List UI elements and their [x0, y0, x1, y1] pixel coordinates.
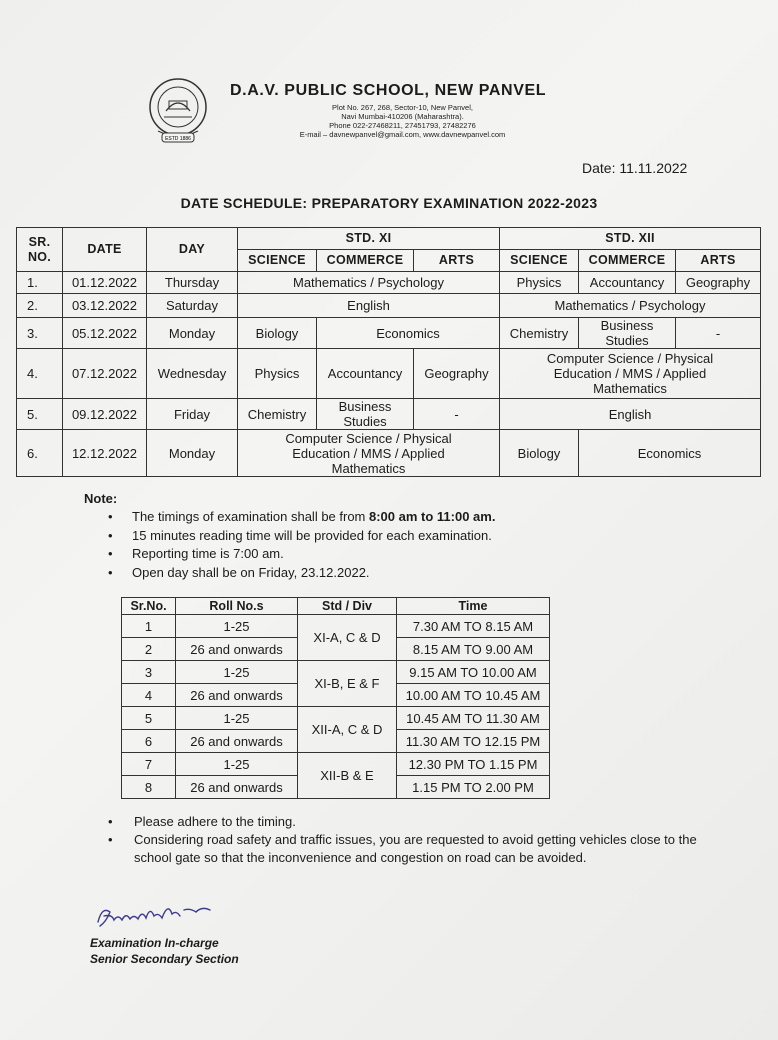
cell-xii-commerce: Accountancy: [579, 272, 676, 294]
cell-xi-science: Chemistry: [238, 399, 317, 430]
cell-xii-arts: Geography: [676, 272, 761, 294]
address-line-2: Navi Mumbai-410206 (Maharashtra).: [341, 112, 464, 121]
roll-timing-table: [121, 597, 550, 799]
cell-date: 01.12.2022: [63, 272, 147, 294]
cell-xi-science: Physics: [238, 349, 317, 399]
cell-day: Thursday: [147, 272, 238, 294]
cell-roll: 1-25: [176, 707, 298, 730]
header-time: Time: [397, 598, 550, 615]
cell-xi-subject: Computer Science / Physical Education / MMS / Applied Mathematics: [238, 430, 500, 477]
cell-xii-science: Biology: [500, 430, 579, 477]
cell-xi-subject: Mathematics / Psychology: [238, 272, 500, 294]
header-roll-no: Roll No.s: [176, 598, 298, 615]
cell-xii-science: Physics: [500, 272, 579, 294]
school-logo: [140, 75, 216, 147]
cell-date: 12.12.2022: [63, 430, 147, 477]
header-xii-science: SCIENCE: [500, 250, 579, 272]
cell-sr: 5: [122, 707, 176, 730]
header-std-div: Std / Div: [298, 598, 397, 615]
list-item: • Considering road safety and traffic issues, you are requested to avoid getting vehicles close to the school gate so that the inconvenience and congestion on road can be avoided.: [108, 831, 708, 867]
table-row: [17, 318, 761, 349]
cell-roll: 26 and onwards: [176, 776, 298, 799]
cell-xi-subject: English: [238, 294, 500, 318]
logo-estd-text: ESTD 1886: [165, 136, 191, 142]
phone-line: Phone 022-27468211, 27451793, 27482276: [329, 121, 476, 130]
exam-schedule-table: [16, 227, 761, 477]
cell-roll: 1-25: [176, 615, 298, 638]
cell-sr: 4: [122, 684, 176, 707]
signatory-title: [90, 935, 239, 967]
cell-xii-subject: English: [500, 399, 761, 430]
header-date: DATE: [63, 228, 147, 272]
cell-date: 09.12.2022: [63, 399, 147, 430]
cell-xii-subject: Computer Science / Physical Education / MMS / Applied Mathematics: [500, 349, 761, 399]
cell-roll: 1-25: [176, 661, 298, 684]
note-text: The timings of examination shall be from: [132, 509, 369, 524]
cell-sr: 7: [122, 753, 176, 776]
cell-sr: 2.: [17, 294, 63, 318]
cell-sr: 6: [122, 730, 176, 753]
cell-xi-commerce: Business Studies: [317, 399, 414, 430]
signatory-title-line-1: Examination In-charge: [90, 936, 219, 950]
header-day: DAY: [147, 228, 238, 272]
cell-std-div: XII-B & E: [298, 753, 397, 799]
table-row: [122, 661, 550, 684]
cell-date: 03.12.2022: [63, 294, 147, 318]
cell-sr: 1.: [17, 272, 63, 294]
table-row: [17, 294, 761, 318]
cell-time: 1.15 PM TO 2.00 PM: [397, 776, 550, 799]
note-heading: Note:: [84, 491, 118, 506]
cell-xi-arts: -: [414, 399, 500, 430]
cell-roll: 26 and onwards: [176, 684, 298, 707]
cell-std-div: XII-A, C & D: [298, 707, 397, 753]
table-row: [122, 707, 550, 730]
list-item: • Open day shall be on Friday, 23.12.2022.: [108, 564, 728, 583]
email-line: E-mail – davnewpanvel@gmail.com, www.davnewpanvel.com: [299, 130, 506, 139]
cell-xi-commerce: Accountancy: [317, 349, 414, 399]
cell-date: 07.12.2022: [63, 349, 147, 399]
cell-xii-commerce: Business Studies: [579, 318, 676, 349]
table-row: [17, 399, 761, 430]
table-row: [122, 615, 550, 638]
cell-sr: 6.: [17, 430, 63, 477]
cell-sr: 3.: [17, 318, 63, 349]
cell-sr: 4.: [17, 349, 63, 399]
header-xi-science: SCIENCE: [238, 250, 317, 272]
header-std-xi: STD. XI: [238, 228, 500, 250]
cell-xii-commerce-arts: Economics: [579, 430, 761, 477]
list-item: • Reporting time is 7:00 am.: [108, 545, 728, 564]
cell-day: Monday: [147, 430, 238, 477]
header-xii-commerce: COMMERCE: [579, 250, 676, 272]
cell-sr: 3: [122, 661, 176, 684]
header-roll-sr: Sr.No.: [122, 598, 176, 615]
cell-std-div: XI-A, C & D: [298, 615, 397, 661]
note-list: [108, 508, 728, 582]
table-row: [17, 272, 761, 294]
document-date: Date: 11.11.2022: [582, 160, 688, 176]
cell-time: 7.30 AM TO 8.15 AM: [397, 615, 550, 638]
schedule-title: DATE SCHEDULE: PREPARATORY EXAMINATION 2022-2023: [180, 195, 598, 211]
cell-roll: 1-25: [176, 753, 298, 776]
cell-day: Monday: [147, 318, 238, 349]
cell-day: Saturday: [147, 294, 238, 318]
cell-day: Friday: [147, 399, 238, 430]
address-line-1: Plot No. 267, 268, Sector-10, New Panvel,: [332, 103, 473, 112]
cell-time: 9.15 AM TO 10.00 AM: [397, 661, 550, 684]
cell-sr: 2: [122, 638, 176, 661]
cell-time: 10.00 AM TO 10.45 AM: [397, 684, 550, 707]
cell-sr: 1: [122, 615, 176, 638]
cell-time: 10.45 AM TO 11.30 AM: [397, 707, 550, 730]
header-xii-arts: ARTS: [676, 250, 761, 272]
header-sr-no: SR. NO.: [17, 228, 63, 272]
school-name: D.A.V. PUBLIC SCHOOL, NEW PANVEL: [230, 82, 547, 99]
cell-std-div: XI-B, E & F: [298, 661, 397, 707]
cell-xii-science: Chemistry: [500, 318, 579, 349]
table-row: [17, 430, 761, 477]
cell-sr: 8: [122, 776, 176, 799]
table-row: [17, 349, 761, 399]
cell-xii-arts: -: [676, 318, 761, 349]
cell-date: 05.12.2022: [63, 318, 147, 349]
cell-time: 11.30 AM TO 12.15 PM: [397, 730, 550, 753]
header-xi-arts: ARTS: [414, 250, 500, 272]
note-bold-text: 8:00 am to 11:00 am.: [369, 509, 496, 524]
cell-xi-science: Biology: [238, 318, 317, 349]
signatory-title-line-2: Senior Secondary Section: [90, 952, 239, 966]
header-xi-commerce: COMMERCE: [317, 250, 414, 272]
cell-xii-subject: Mathematics / Psychology: [500, 294, 761, 318]
header-std-xii: STD. XII: [500, 228, 761, 250]
cell-time: 12.30 PM TO 1.15 PM: [397, 753, 550, 776]
cell-day: Wednesday: [147, 349, 238, 399]
list-item: [108, 508, 728, 527]
cell-sr: 5.: [17, 399, 63, 430]
cell-xi-commerce-arts: Economics: [317, 318, 500, 349]
footer-note-list: [108, 813, 708, 867]
cell-xi-arts: Geography: [414, 349, 500, 399]
list-item: • Please adhere to the timing.: [108, 813, 708, 831]
cell-roll: 26 and onwards: [176, 638, 298, 661]
table-row: [122, 753, 550, 776]
list-item: • 15 minutes reading time will be provided for each examination.: [108, 527, 728, 546]
cell-roll: 26 and onwards: [176, 730, 298, 753]
signature: [92, 892, 222, 934]
cell-time: 8.15 AM TO 9.00 AM: [397, 638, 550, 661]
